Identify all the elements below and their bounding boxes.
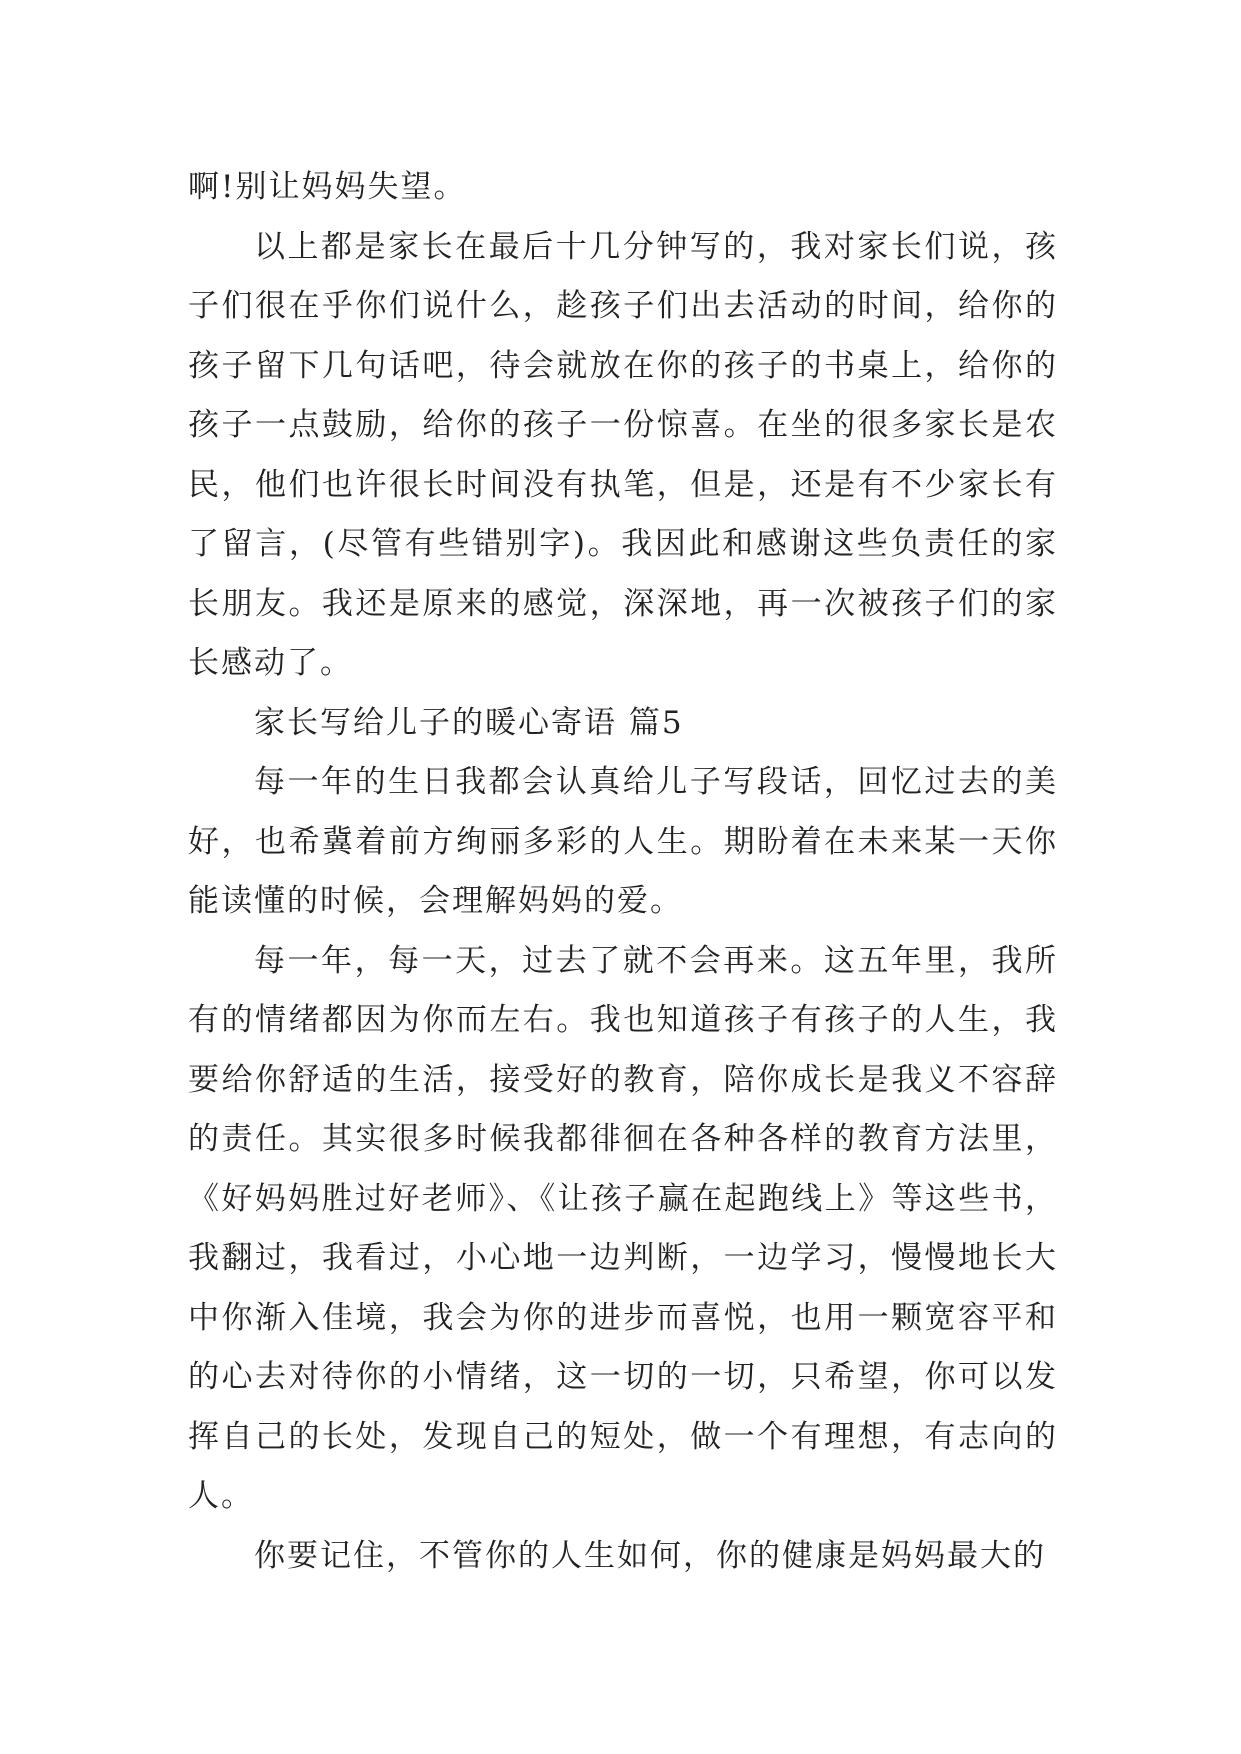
document-body — [188, 158, 1058, 1586]
paragraph: 以上都是家长在最后十几分钟写的，我对家长们说，孩子们很在乎你们说什么，趁孩子们出去活动的时间，给你的孩子留下几句话吧，待会就放在你的孩子的书桌上，给你的孩子一点鼓励，给你的孩子一份惊喜。在坐的很多家长是农民，他们也许很长时间没有执笔，但是，还是有不少家长有了留言，(尽管有些错别字)。我因此和感谢这些负责任的家长朋友。我还是原来的感觉，深深地，再一次被孩子们的家长感动了。 — [188, 228, 1058, 681]
paragraph: 每一年，每一天，过去了就不会再来。这五年里，我所有的情绪都因为你而左右。我也知道孩子有孩子的人生，我要给你舒适的生活，接受好的教育，陪你成长是我义不容辞的责任。其实很多时候我都徘徊在各种各样的教育方法里，《好妈妈胜过好老师》、《让孩子赢在起跑线上》等这些书，我翻过，我看过，小心地一边判断，一边学习，慢慢地长大中你渐入佳境，我会为你的进步而喜悦，也用一颗宽容平和的心去对待你的小情绪，这一切的一切，只希望，你可以发挥自己的长处，发现自己的短处，做一个有理想，有志向的人。 — [188, 942, 1058, 1514]
paragraph: 每一年的生日我都会认真给儿子写段话，回忆过去的美好，也希冀着前方绚丽多彩的人生。期盼着在未来某一天你能读懂的时候，会理解妈妈的爱。 — [188, 764, 1058, 919]
section-heading: 家长写给儿子的暖心寄语 篇5 — [254, 704, 684, 741]
paragraph: 啊!别让妈妈失望。 — [188, 169, 467, 205]
paragraph: 你要记住，不管你的人生如何，你的健康是妈妈最大的 — [254, 1537, 1046, 1574]
